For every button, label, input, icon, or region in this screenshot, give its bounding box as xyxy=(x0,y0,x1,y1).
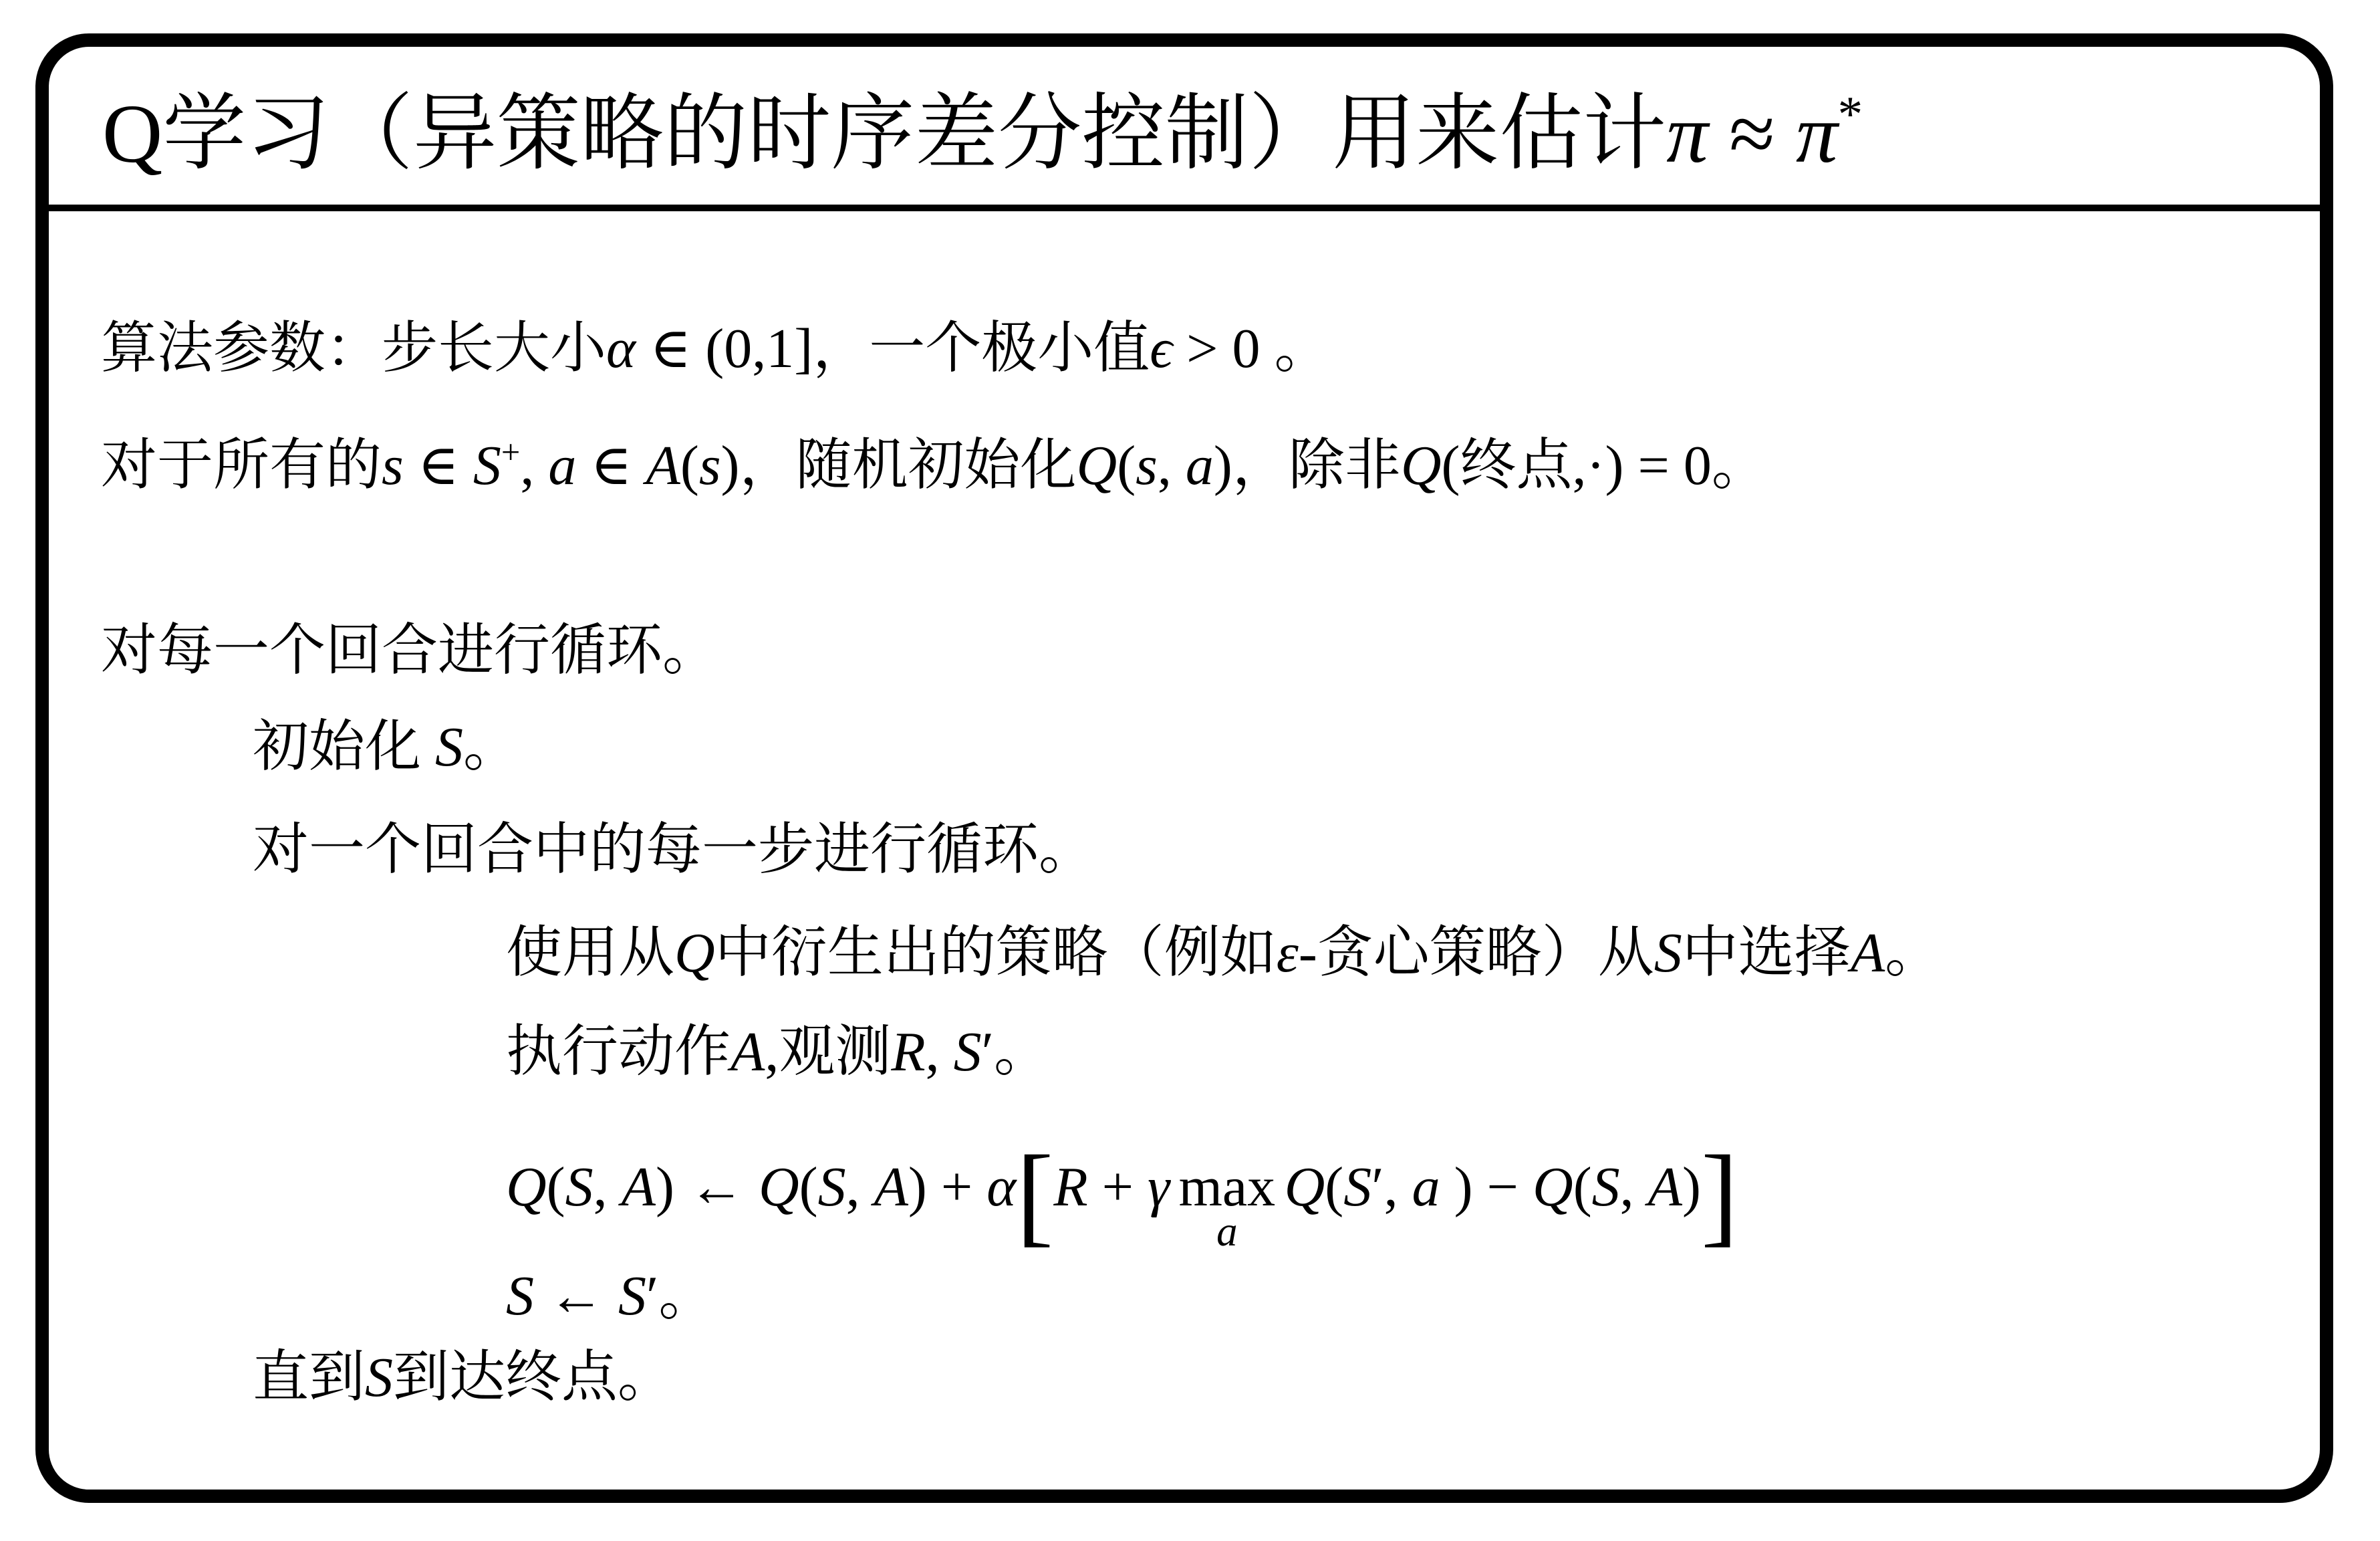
text-segment: A xyxy=(731,1021,765,1084)
text-segment: -贪心策略）从 xyxy=(1298,922,1654,985)
text-segment: ( xyxy=(546,1156,565,1219)
text-segment: α xyxy=(986,1156,1017,1219)
text-segment: ) + xyxy=(908,1156,987,1219)
text-segment: ,·) = 0 xyxy=(1572,435,1712,497)
text-segment: Q xyxy=(1533,1156,1573,1219)
action-selection-line xyxy=(101,916,2300,991)
text-segment: A xyxy=(1850,922,1885,985)
text-segment: > 0 xyxy=(1172,318,1275,380)
text-segment: [ xyxy=(1016,1133,1054,1258)
algorithm-body xyxy=(49,211,2320,1415)
text-segment: R xyxy=(891,1021,926,1084)
algorithm-box xyxy=(35,33,2333,1503)
text-segment: S xyxy=(817,1156,846,1219)
text-segment: S xyxy=(506,1265,534,1328)
text-segment: 。 xyxy=(994,1021,1051,1084)
text-segment: , xyxy=(765,1021,779,1084)
text-segment: 使用从 xyxy=(506,922,675,985)
text-segment: A xyxy=(874,1156,908,1219)
text-segment: 。 xyxy=(658,1265,715,1328)
text-segment: R xyxy=(1053,1156,1088,1219)
execute-observe-line xyxy=(101,1015,2300,1090)
text-segment: 算法参数：步长大小 xyxy=(101,318,607,380)
text-segment: , xyxy=(593,1156,622,1219)
text-segment: ∈ xyxy=(576,435,646,497)
text-segment: Q xyxy=(1284,1156,1325,1219)
text-segment: Q xyxy=(674,922,715,985)
text-segment: γ xyxy=(1148,1156,1170,1219)
text-segment: A xyxy=(621,1156,656,1219)
q-update-equation xyxy=(101,1115,2300,1259)
text-segment: ( xyxy=(799,1156,818,1219)
text-segment: S xyxy=(1654,922,1682,985)
text-segment: 。 xyxy=(1711,435,1768,497)
text-segment: + xyxy=(1087,1156,1148,1219)
text-segment: ε xyxy=(1276,922,1299,985)
text-segment: 对一个回合中的每一步进行循环。 xyxy=(253,819,1095,882)
page-title xyxy=(102,66,1863,186)
text-segment: ，随机初始化 xyxy=(739,435,1077,497)
episode-loop-line xyxy=(101,614,2300,689)
state-update-line xyxy=(101,1259,2300,1334)
text-segment: π xyxy=(1796,88,1838,181)
text-segment: α xyxy=(606,318,636,380)
algo-params-line xyxy=(101,312,2300,386)
text-segment: ∈ (0,1] xyxy=(636,318,813,380)
text-segment: ] xyxy=(1700,1133,1738,1258)
text-segment: S xyxy=(565,1156,593,1219)
text-segment: 对每一个回合进行循环。 xyxy=(101,620,719,683)
text-segment: 。 xyxy=(1274,318,1331,380)
text-segment: s xyxy=(1136,435,1158,497)
text-segment: 观测 xyxy=(779,1021,892,1084)
text-segment: 终点 xyxy=(1460,435,1573,497)
text-segment: , xyxy=(1619,1156,1648,1219)
text-segment: s xyxy=(382,435,404,497)
text-segment: ( xyxy=(1441,435,1460,497)
text-segment: Q xyxy=(1400,435,1442,497)
text-segment: 中衍生出的策略（例如 xyxy=(714,922,1277,985)
text-segment: S xyxy=(953,1021,982,1084)
text-segment: ′ xyxy=(981,1021,995,1084)
text-segment: S xyxy=(1591,1156,1620,1219)
text-segment: ≈ xyxy=(1708,88,1797,181)
text-segment: ) xyxy=(720,435,740,497)
text-segment: ( xyxy=(1573,1156,1592,1219)
text-segment: ，一个极小值 xyxy=(813,318,1150,380)
text-segment: Q xyxy=(758,1156,799,1219)
text-segment: 直到 xyxy=(253,1346,366,1409)
text-segment: ′ xyxy=(1371,1156,1384,1219)
text-segment: , xyxy=(1383,1156,1412,1219)
text-segment: + xyxy=(501,433,521,471)
text-segment: ∈ xyxy=(403,435,473,497)
step-loop-line xyxy=(101,813,2300,888)
text-segment: 中选择 xyxy=(1682,922,1851,985)
text-segment: , xyxy=(925,1021,954,1084)
text-segment: ) − xyxy=(1440,1156,1533,1219)
text-segment: 初始化 xyxy=(253,716,436,779)
text-segment: S xyxy=(435,716,464,779)
text-segment: a xyxy=(1185,435,1214,497)
text-segment: ) xyxy=(1682,1156,1701,1219)
text-segment: ′ xyxy=(646,1265,659,1328)
text-segment: a xyxy=(1412,1156,1440,1219)
text-segment: Q学习（异策略的时序差分控制）用来估计 xyxy=(102,88,1667,181)
init-state-line xyxy=(101,710,2300,785)
text-segment: s xyxy=(698,435,721,497)
init-q-line xyxy=(101,414,2300,503)
text-segment: * xyxy=(1837,86,1863,142)
text-segment: 执行动作 xyxy=(506,1021,731,1084)
max-operator: max a xyxy=(1178,1156,1276,1256)
text-segment: 对于所有的 xyxy=(101,435,382,497)
text-segment: ( xyxy=(1117,435,1136,497)
text-segment: a xyxy=(548,435,577,497)
text-segment: S xyxy=(618,1265,646,1328)
text-segment: 到达终点。 xyxy=(393,1346,674,1409)
text-segment: , xyxy=(520,435,549,497)
text-segment: π xyxy=(1666,88,1708,181)
text-segment: , xyxy=(1157,435,1186,497)
until-terminal-line xyxy=(101,1340,2300,1415)
text-segment: A xyxy=(646,435,680,497)
text-segment: ，除非 xyxy=(1232,435,1401,497)
text-segment: ϵ xyxy=(1150,318,1173,380)
text-segment: Q xyxy=(1076,435,1117,497)
text-segment: 。 xyxy=(463,716,520,779)
text-segment: S xyxy=(365,1346,394,1409)
title-bar xyxy=(49,47,2320,211)
text-segment: ) xyxy=(1213,435,1232,497)
text-segment: ( xyxy=(1325,1156,1344,1219)
text-segment: S xyxy=(1343,1156,1372,1219)
text-segment: 。 xyxy=(1885,922,1942,985)
text-segment: A xyxy=(1647,1156,1682,1219)
text-segment: S xyxy=(473,435,501,497)
text-segment: , xyxy=(845,1156,874,1219)
text-segment: ( xyxy=(680,435,699,497)
text-segment: ← xyxy=(534,1265,618,1328)
text-segment: ) ← xyxy=(655,1156,759,1219)
text-segment: Q xyxy=(506,1156,547,1219)
